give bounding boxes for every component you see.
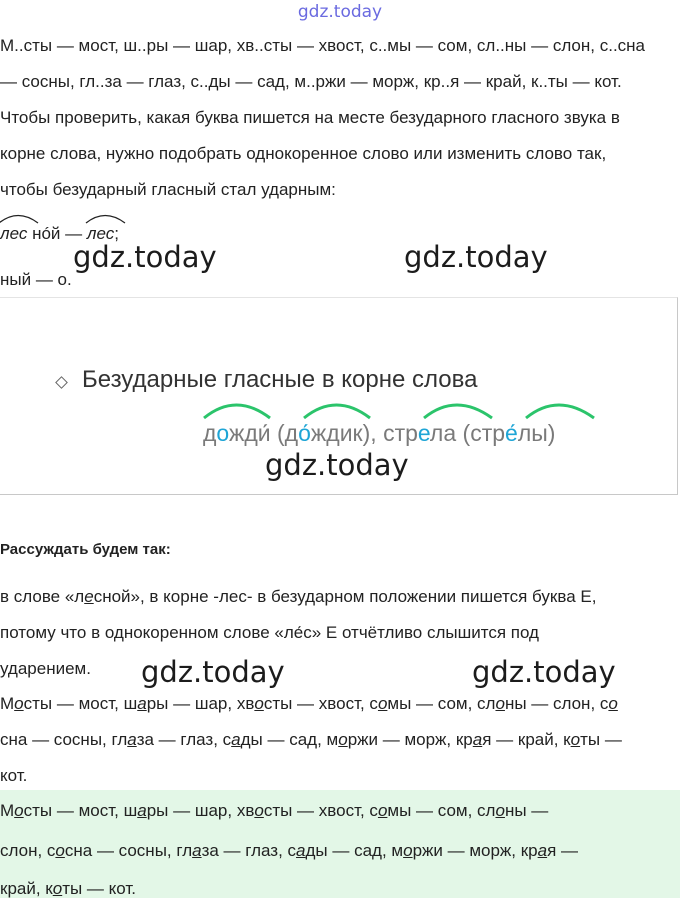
answer-text: ры — шар, хв [146,801,255,820]
watermark: gdz.today [265,448,409,482]
answer-green-line [0,879,136,899]
answer-green-line [0,841,578,861]
answer-text: ржи — морж, кр [347,730,473,749]
watermark: gdz.today [472,655,616,689]
checked-vowel: о [14,694,24,713]
answer-line [0,766,27,786]
answer-text: сты — мост, ш [23,694,138,713]
card-example: дожди́ (до́ждик), стрела (стре́лы) [203,420,556,446]
answer-text: сты — мост, ш [23,801,138,820]
answer-text: ды — сад, м [240,730,339,749]
theory-line-2: корне слова, нужно подобрать однокоренное слово или изменить слово так, [0,144,607,163]
answer-text: кот. [0,766,28,785]
checked-vowel: а [127,730,137,749]
card-title: Безударные гласные в корне слова [82,366,478,393]
checked-vowel: а [137,801,147,820]
answer-text: ты — кот. [62,879,136,898]
answer-text: ржи — морж, кр [412,841,538,860]
checked-vowel: о [403,841,413,860]
answer-text: сна — сосны, гл [0,730,128,749]
answer-text: я — край, к [482,730,571,749]
answer-text: ны — [504,801,549,820]
answer-line [0,730,622,750]
answer-text: мы — сом, сл [387,694,496,713]
theory-line-3: чтобы безударный гласный стал ударным: [0,180,336,199]
answer-text: ры — шар, хв [146,694,255,713]
checked-vowel: о [377,694,388,713]
checked-vowel: о [52,879,63,898]
root-word-1: лес [0,224,28,243]
answer-text: ны — слон, с [504,694,609,713]
answer-text: ды — сад, м [305,841,404,860]
answer-text: слон, с [0,841,56,860]
reasoning-line-2: потому что в однокоренном слове «ле́с» Е отчётливо слышится под [0,623,539,642]
reasoning-line-1: в слове «лесной», в корне -лес- в безударном положении пишется буква Е, [0,587,597,606]
checked-vowel: а [231,730,241,749]
answer-text: сты — хвост, с [263,801,378,820]
task-line-1: М..сты — мост, ш..ры — шар, хв..сты — хвост, с..мы — сом, сл..ны — слон, с..сна [0,36,646,55]
answer-text: ты — [580,730,622,749]
checked-vowel: а [537,841,548,860]
checked-vowel: о [254,694,264,713]
checked-vowel: а [472,730,483,749]
checked-vowel: о [608,694,618,713]
checked-vowel: о [55,841,65,860]
checked-vowel: а [296,841,306,860]
theory-line-1: Чтобы проверить, какая буква пишется на месте безударного гласного звука в [0,108,620,127]
checked-vowel: а [192,841,202,860]
answer-text: я — [547,841,579,860]
watermark: gdz.today [404,240,548,274]
checked-vowel: о [254,801,264,820]
answer-text: М [0,694,15,713]
reasoning-heading: Рассуждать будем так: [0,541,171,558]
example-rest-1: нóй — [32,224,83,243]
stress-arcs-icon [200,398,630,422]
answer-text: мы — сом, сл [387,801,496,820]
checked-vowel: о [570,730,581,749]
root-arc-icon [85,212,127,224]
checked-vowel: о [338,730,348,749]
watermark: gdz.today [141,655,285,689]
answer-text: М [0,801,15,820]
answer-text: сты — хвост, с [263,694,378,713]
watermark: gdz.today [73,240,217,274]
root-arc-icon [0,212,40,224]
checked-vowel: о [377,801,388,820]
answer-green-line [0,801,548,821]
checked-vowel: о [495,801,505,820]
example-tail: ; [114,224,119,243]
checked-vowel: о [495,694,505,713]
answer-text: сна — сосны, гл [64,841,193,860]
answer-text: за — глаз, с [136,730,232,749]
root-word-2: лес [86,224,115,243]
answer-text: край, к [0,879,53,898]
theory-line-5: ный — о. [0,270,72,289]
checked-vowel: а [137,694,147,713]
top-watermark: gdz.today [297,2,383,22]
task-line-2: — сосны, гл..за — глаз, с..ды — сад, м..ржи — морж, кр..я — край, к..ты — кот. [0,72,622,91]
reasoning-line-3: ударением. [0,659,91,678]
checked-vowel: о [14,801,24,820]
answer-text: за — глаз, с [201,841,297,860]
answer-line [0,694,618,714]
